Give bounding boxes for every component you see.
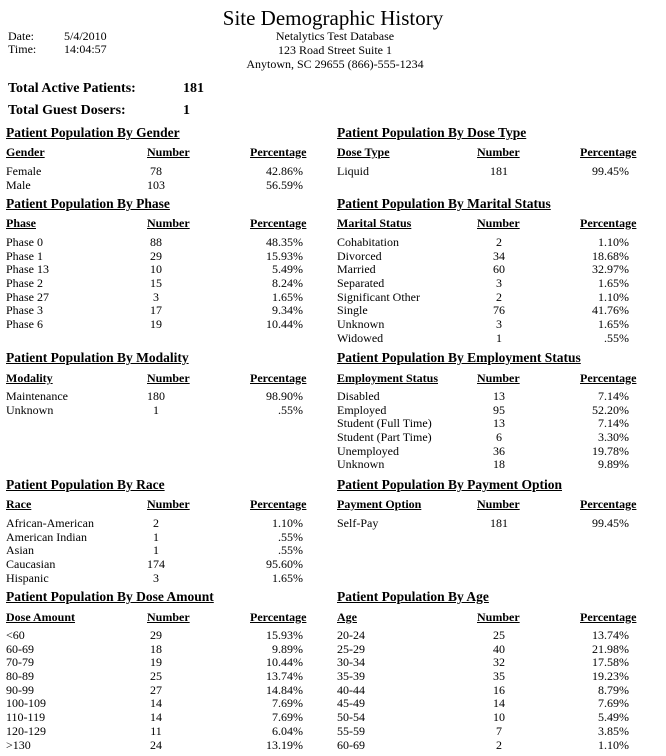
row-number: 18: [493, 457, 505, 472]
row-label: Hispanic: [6, 570, 49, 585]
row-label: Student (Full Time): [337, 416, 432, 431]
col-header-employment-status: Employment Status: [337, 371, 439, 385]
row-percentage: 52.20%: [592, 402, 629, 417]
row-label: Single: [337, 303, 368, 318]
row-number: 181: [490, 164, 508, 178]
row-percentage: 1.10%: [598, 235, 629, 249]
row-label: Married: [337, 262, 376, 277]
row-number: 10: [150, 262, 162, 277]
total-guest-label: Total Guest Dosers:: [8, 103, 126, 118]
row-percentage: 18.68%: [592, 248, 629, 263]
row-percentage: 1.65%: [272, 570, 303, 585]
row-label: Phase 1: [6, 248, 43, 263]
row-label: 50-54: [337, 710, 365, 725]
table-row: [6, 517, 311, 531]
row-percentage: 21.98%: [592, 641, 629, 656]
table-row: [337, 390, 637, 404]
row-label: Divorced: [337, 248, 382, 263]
row-percentage: .55%: [278, 529, 303, 544]
row-percentage: 7.69%: [272, 696, 303, 711]
table-payment-option: [337, 517, 637, 531]
row-percentage: 7.14%: [598, 416, 629, 431]
row-percentage: 15.93%: [266, 248, 303, 263]
row-percentage: 9.34%: [272, 303, 303, 318]
row-label: Unemployed: [337, 443, 399, 458]
col-header-percentage: Percentage: [580, 497, 637, 511]
address-line-2: 123 Road Street Suite 1: [278, 43, 392, 57]
table-row: [337, 517, 637, 531]
row-percentage: 5.49%: [598, 710, 629, 725]
table-row: [6, 179, 311, 193]
col-header-gender: Gender: [6, 145, 45, 159]
row-percentage: 5.49%: [272, 262, 303, 277]
row-label: American Indian: [6, 529, 87, 544]
row-label: Caucasian: [6, 557, 56, 572]
row-number: 2: [496, 289, 502, 304]
row-number: 19: [150, 317, 162, 332]
col-header-dose-type: Dose Type: [337, 145, 390, 159]
table-row: [337, 684, 637, 698]
row-number: 3: [496, 276, 502, 291]
row-percentage: 9.89%: [272, 641, 303, 656]
col-header-percentage: Percentage: [250, 610, 307, 624]
row-label: 40-44: [337, 682, 365, 697]
row-label: Asian: [6, 543, 34, 558]
section-title-gender: Patient Population By Gender: [6, 125, 180, 140]
row-label: African-American: [6, 516, 94, 530]
col-header-number: Number: [147, 371, 190, 385]
row-label: <60: [6, 628, 25, 642]
table-row: [337, 697, 637, 711]
table-row: [6, 291, 311, 305]
row-percentage: 9.89%: [598, 457, 629, 472]
col-header-percentage: Percentage: [250, 497, 307, 511]
table-row: [6, 572, 311, 586]
row-percentage: 7.69%: [598, 696, 629, 711]
table-row: [6, 390, 311, 404]
row-label: Widowed: [337, 330, 384, 345]
row-percentage: 14.84%: [266, 682, 303, 697]
row-number: 88: [150, 235, 162, 249]
col-header-number: Number: [477, 610, 520, 624]
section-title-payment-option: Patient Population By Payment Option: [337, 477, 563, 492]
table-row: [337, 236, 637, 250]
col-header-dose-amount: Dose Amount: [6, 610, 76, 624]
table-row: [6, 544, 311, 558]
row-label: Female: [6, 164, 42, 178]
row-number: 3: [496, 317, 502, 332]
row-label: 45-49: [337, 696, 365, 711]
row-label: 70-79: [6, 655, 34, 670]
table-row: [6, 684, 311, 698]
table-marital-status: [337, 236, 637, 346]
table-row: [337, 431, 637, 445]
row-percentage: 17.58%: [592, 655, 629, 670]
row-percentage: .55%: [604, 330, 629, 345]
col-header-percentage: Percentage: [250, 145, 307, 159]
time-label: Time:: [8, 42, 37, 56]
row-percentage: .55%: [278, 402, 303, 417]
row-percentage: 1.65%: [598, 276, 629, 291]
row-label: >130: [6, 737, 31, 752]
date-label: Date:: [8, 29, 34, 43]
col-header-number: Number: [147, 216, 190, 230]
table-row: [337, 643, 637, 657]
row-number: 29: [150, 248, 162, 263]
row-percentage: 95.60%: [266, 557, 303, 572]
row-number: 1: [153, 402, 159, 417]
col-header-age: Age: [337, 610, 357, 624]
report-title: Site Demographic History: [222, 6, 444, 30]
row-number: 24: [150, 737, 162, 752]
table-row: [337, 263, 637, 277]
row-percentage: 3.85%: [598, 723, 629, 738]
col-header-percentage: Percentage: [580, 610, 637, 624]
row-number: 7: [496, 723, 502, 738]
row-percentage: 10.44%: [266, 317, 303, 332]
table-row: [6, 263, 311, 277]
table-employment-status: [337, 390, 637, 472]
row-percentage: 19.23%: [592, 669, 629, 684]
row-percentage: 32.97%: [592, 262, 629, 277]
col-header-number: Number: [147, 145, 190, 159]
row-label: Unknown: [337, 317, 385, 332]
section-title-dose-amount: Patient Population By Dose Amount: [6, 589, 214, 604]
table-row: [337, 458, 637, 472]
row-number: 16: [493, 682, 505, 697]
row-label: Unknown: [6, 402, 54, 417]
row-number: 13: [493, 416, 505, 431]
row-percentage: 3.30%: [598, 430, 629, 445]
row-label: 120-129: [6, 723, 46, 738]
row-label: 60-69: [337, 737, 365, 752]
row-label: 60-69: [6, 641, 34, 656]
table-row: [337, 291, 637, 305]
table-race: [6, 517, 311, 585]
table-row: [6, 629, 311, 643]
total-active-value: 181: [183, 81, 204, 96]
row-percentage: 1.10%: [598, 737, 629, 752]
row-number: 25: [150, 669, 162, 684]
row-label: Cohabitation: [337, 235, 399, 249]
section-title-marital-status: Patient Population By Marital Status: [337, 196, 551, 211]
row-number: 18: [150, 641, 162, 656]
table-row: [6, 318, 311, 332]
row-label: 30-34: [337, 655, 365, 670]
row-number: 25: [493, 628, 505, 642]
col-header-number: Number: [477, 145, 520, 159]
row-number: 95: [493, 402, 505, 417]
table-row: [337, 277, 637, 291]
row-label: 80-89: [6, 669, 34, 684]
row-label: Phase 6: [6, 317, 43, 332]
table-row: [6, 304, 311, 318]
row-label: 25-29: [337, 641, 365, 656]
table-row: [6, 725, 311, 739]
address-line-1: Netalytics Test Database: [275, 29, 395, 43]
row-label: Student (Part Time): [337, 430, 432, 445]
table-row: [6, 711, 311, 725]
table-row: [337, 739, 637, 753]
section-title-modality: Patient Population By Modality: [6, 350, 189, 365]
table-row: [337, 670, 637, 684]
row-label: Unknown: [337, 457, 385, 472]
row-number: 17: [150, 303, 162, 318]
col-header-percentage: Percentage: [580, 371, 637, 385]
row-percentage: 48.35%: [266, 235, 303, 249]
row-number: 15: [150, 276, 162, 291]
time-value: 14:04:57: [64, 42, 107, 56]
row-number: 174: [147, 557, 165, 572]
row-number: 40: [493, 641, 505, 656]
row-number: 1: [496, 330, 502, 345]
table-modality: [6, 390, 311, 417]
row-label: Phase 13: [6, 262, 49, 277]
table-row: [337, 656, 637, 670]
row-percentage: 42.86%: [266, 164, 303, 178]
row-number: 76: [493, 303, 505, 318]
col-header-number: Number: [477, 497, 520, 511]
row-number: 32: [493, 655, 505, 670]
row-number: 3: [153, 289, 159, 304]
row-number: 78: [150, 164, 162, 178]
row-number: 6: [496, 430, 502, 445]
col-header-payment-option: Payment Option: [337, 497, 422, 511]
row-number: 180: [147, 389, 165, 403]
table-row: [337, 250, 637, 264]
row-percentage: 7.14%: [598, 389, 629, 403]
table-row: [6, 558, 311, 572]
row-number: 14: [150, 710, 162, 725]
col-header-percentage: Percentage: [580, 216, 637, 230]
row-label: Male: [6, 177, 31, 192]
row-label: 100-109: [6, 696, 46, 711]
row-percentage: 15.93%: [266, 628, 303, 642]
table-row: [6, 531, 311, 545]
row-percentage: 41.76%: [592, 303, 629, 318]
row-label: 55-59: [337, 723, 365, 738]
col-header-percentage: Percentage: [250, 216, 307, 230]
row-percentage: 8.24%: [272, 276, 303, 291]
row-label: Maintenance: [6, 389, 68, 403]
row-number: 36: [493, 443, 505, 458]
table-dose-amount: [6, 629, 311, 752]
row-number: 2: [496, 737, 502, 752]
row-percentage: 7.69%: [272, 710, 303, 725]
row-label: Phase 0: [6, 235, 43, 249]
row-percentage: 1.10%: [598, 289, 629, 304]
row-percentage: 13.74%: [592, 628, 629, 642]
row-label: Disabled: [337, 389, 380, 403]
row-label: 35-39: [337, 669, 365, 684]
row-label: 110-119: [6, 710, 46, 725]
section-title-dose-type: Patient Population By Dose Type: [337, 125, 527, 140]
row-percentage: .55%: [278, 543, 303, 558]
table-row: [337, 332, 637, 346]
row-number: 60: [493, 262, 505, 277]
table-phase: [6, 236, 311, 332]
col-header-modality: Modality: [6, 371, 53, 385]
table-row: [337, 318, 637, 332]
col-header-race: Race: [6, 497, 32, 511]
row-percentage: 99.45%: [592, 516, 629, 530]
row-label: Phase 27: [6, 289, 49, 304]
row-percentage: 98.90%: [266, 389, 303, 403]
col-header-percentage: Percentage: [250, 371, 307, 385]
section-title-phase: Patient Population By Phase: [6, 196, 170, 211]
row-label: 90-99: [6, 682, 34, 697]
table-row: [6, 165, 311, 179]
table-row: [6, 656, 311, 670]
row-number: 10: [493, 710, 505, 725]
table-row: [6, 277, 311, 291]
row-number: 181: [490, 516, 508, 530]
table-row: [337, 165, 637, 179]
row-number: 11: [150, 723, 162, 738]
row-number: 3: [153, 570, 159, 585]
row-number: 27: [150, 682, 162, 697]
row-label: Phase 3: [6, 303, 43, 318]
row-percentage: 1.65%: [272, 289, 303, 304]
row-number: 14: [493, 696, 505, 711]
row-number: 103: [147, 177, 165, 192]
row-number: 2: [153, 516, 159, 530]
table-row: [337, 445, 637, 459]
table-row: [6, 670, 311, 684]
col-header-number: Number: [477, 216, 520, 230]
table-row: [337, 404, 637, 418]
row-label: Employed: [337, 402, 387, 417]
table-age: [337, 629, 637, 752]
total-guest-value: 1: [183, 103, 190, 118]
col-header-percentage: Percentage: [580, 145, 637, 159]
section-title-age: Patient Population By Age: [337, 589, 489, 604]
col-header-phase: Phase: [6, 216, 36, 230]
row-number: 19: [150, 655, 162, 670]
row-label: Phase 2: [6, 276, 43, 291]
section-title-employment-status: Patient Population By Employment Status: [337, 350, 581, 365]
date-value: 5/4/2010: [64, 29, 107, 43]
row-percentage: 13.19%: [266, 737, 303, 752]
row-label: 20-24: [337, 628, 365, 642]
row-label: Liquid: [337, 164, 369, 178]
table-row: [337, 711, 637, 725]
row-percentage: 1.65%: [598, 317, 629, 332]
table-row: [337, 629, 637, 643]
row-number: 2: [496, 235, 502, 249]
row-percentage: 8.79%: [598, 682, 629, 697]
row-percentage: 19.78%: [592, 443, 629, 458]
row-label: Separated: [337, 276, 385, 291]
col-header-marital-status: Marital Status: [337, 216, 412, 230]
table-row: [337, 417, 637, 431]
row-number: 34: [493, 248, 505, 263]
col-header-number: Number: [477, 371, 520, 385]
row-label: Significant Other: [337, 289, 420, 304]
row-percentage: 13.74%: [266, 669, 303, 684]
table-row: [337, 304, 637, 318]
col-header-number: Number: [147, 610, 190, 624]
row-number: 1: [153, 543, 159, 558]
row-number: 35: [493, 669, 505, 684]
table-row: [6, 643, 311, 657]
table-row: [337, 725, 637, 739]
row-percentage: 6.04%: [272, 723, 303, 738]
row-percentage: 56.59%: [266, 177, 303, 192]
section-title-race: Patient Population By Race: [6, 477, 165, 492]
table-row: [6, 404, 311, 418]
table-dose-type: [337, 165, 637, 179]
row-number: 29: [150, 628, 162, 642]
row-label: Self-Pay: [337, 516, 379, 530]
table-row: [6, 697, 311, 711]
address-line-3: Anytown, SC 29655 (866)-555-1234: [246, 57, 424, 71]
row-number: 14: [150, 696, 162, 711]
row-number: 13: [493, 389, 505, 403]
row-percentage: 99.45%: [592, 164, 629, 178]
table-row: [6, 250, 311, 264]
table-gender: [6, 165, 311, 192]
table-row: [6, 739, 311, 753]
total-active-label: Total Active Patients:: [8, 81, 136, 96]
row-percentage: 10.44%: [266, 655, 303, 670]
row-percentage: 1.10%: [272, 516, 303, 530]
table-row: [6, 236, 311, 250]
col-header-number: Number: [147, 497, 190, 511]
row-number: 1: [153, 529, 159, 544]
